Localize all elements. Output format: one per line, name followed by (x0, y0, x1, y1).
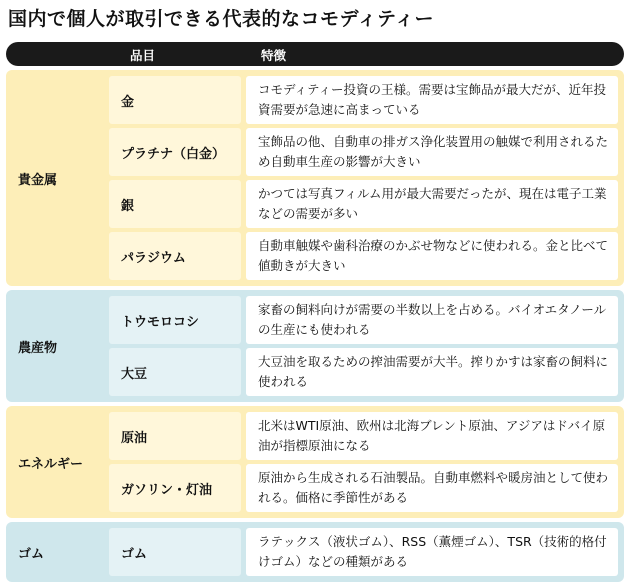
item-feature: 原油から生成される石油製品。自動車燃料や暖房油として使われる。価格に季節性がある (246, 464, 618, 512)
item-name: 銀 (109, 180, 241, 228)
table-row (109, 296, 618, 344)
table-row (109, 128, 618, 176)
item-feature: ラテックス（液状ゴム）、RSS（薫煙ゴム）、TSR（技術的格付けゴム）などの種類がある (246, 528, 618, 576)
item-feature: 大豆油を取るための搾油需要が大半。搾りかすは家畜の飼料に使われる (246, 348, 618, 396)
item-name: プラチナ（白金） (109, 128, 241, 176)
item-feature: かつては写真フィルム用が最大需要だったが、現在は電子工業などの需要が多い (246, 180, 618, 228)
item-feature: 自動車触媒や歯科治療のかぶせ物などに使われる。金と比べて値動きが大きい (246, 232, 618, 280)
item-feature: 宝飾品の他、自動車の排ガス浄化装置用の触媒で利用されるため自動車生産の影響が大きい (246, 128, 618, 176)
group-precious-metals (6, 70, 624, 286)
item-name: ゴム (109, 528, 241, 576)
item-name: パラジウム (109, 232, 241, 280)
table-row (109, 180, 618, 228)
category-label: ゴム (18, 546, 45, 562)
table-row (109, 348, 618, 396)
group-rubber (6, 522, 624, 582)
figure-title: 国内で個人が取引できる代表的なコモディティー (8, 8, 434, 30)
item-feature: コモディティー投資の王様。需要は宝飾品が最大だが、近年投資需要が急速に高まっている (246, 76, 618, 124)
category-label: 貴金属 (18, 172, 58, 188)
header-feature: 特徴 (261, 48, 287, 63)
item-name: 金 (109, 76, 241, 124)
table-row (109, 528, 618, 576)
item-name: ガソリン・灯油 (109, 464, 241, 512)
item-feature: 家畜の飼料向けが需要の半数以上を占める。バイオエタノールの生産にも使われる (246, 296, 618, 344)
group-agriculture (6, 290, 624, 402)
item-name: 大豆 (109, 348, 241, 396)
table-row (109, 412, 618, 460)
commodity-table (6, 42, 624, 582)
table-header (6, 42, 624, 66)
item-name: 原油 (109, 412, 241, 460)
item-name: トウモロコシ (109, 296, 241, 344)
header-item: 品目 (130, 48, 156, 63)
table-row (109, 232, 618, 280)
group-energy (6, 406, 624, 518)
table-row (109, 76, 618, 124)
table-row (109, 464, 618, 512)
category-label: 農産物 (18, 340, 58, 356)
category-label: エネルギー (18, 456, 84, 472)
item-feature: 北米はWTI原油、欧州は北海ブレント原油、アジアはドバイ原油が指標原油になる (246, 412, 618, 460)
